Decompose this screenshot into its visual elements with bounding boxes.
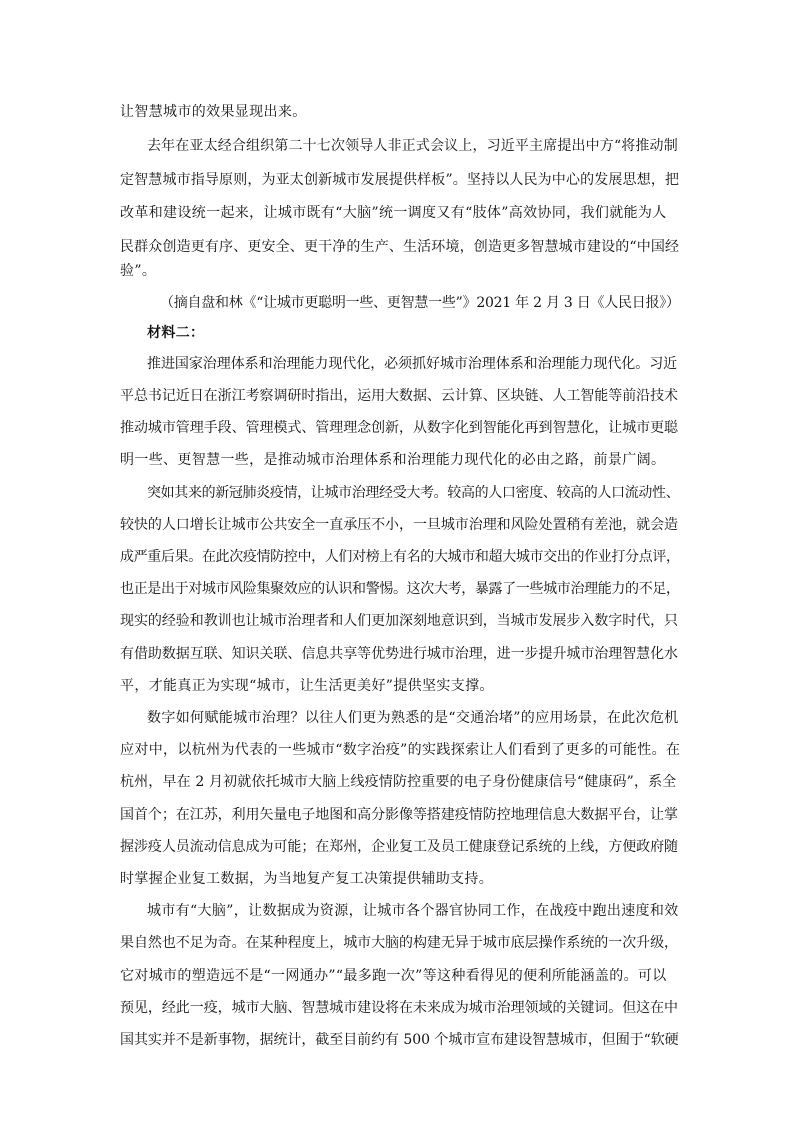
body-line: 数字如何赋能城市治理？以往人们更为熟悉的是“交通治堵”的应用场景，在此次危机 [147, 710, 679, 726]
body-line: 它对城市的塑造远不是“一网通办”“最多跑一次”等这种看得见的便利所能涵盖的。可以 [120, 968, 667, 984]
body-line: 平总书记近日在浙江考察调研时指出，运用大数据、云计算、区块链、人工智能等前沿技术 [120, 388, 678, 404]
body-line: 时掌握企业复工数据，为当地复产复工决策提供辅助支持。 [120, 871, 494, 887]
body-line: 明一些、更智慧一些，是推动城市治理体系和治理能力现代化的必由之路，前景广阔。 [120, 452, 666, 468]
body-line: 突如其来的新冠肺炎疫情，让城市治理经受大考。较高的人口密度、较高的人口流动性、 [147, 485, 680, 501]
body-line: 预见，经此一疫，城市大脑、智慧城市建设将在未来成为城市治理领域的关键词。但这在中 [120, 1000, 678, 1016]
body-line: 民群众创造更有序、更安全、更干净的生产、生活环境，创造更多智慧城市建设的“中国经 [120, 239, 680, 255]
body-line: 平，才能真正为实现“城市，让生活更美好”提供坚实支撑。 [120, 678, 494, 694]
body-line: 较快的人口增长让城市公共安全一直承压不小，一旦城市治理和风险处置稍有差池，就会造 [120, 517, 678, 533]
body-line: 推进国家治理体系和治理能力现代化，必须抓好城市治理体系和治理能力现代化。习近 [147, 356, 678, 372]
body-line: 现实的经验和教训也让城市治理者和人们更加深刻地意识到，当城市发展步入数字时代，只 [120, 613, 678, 629]
body-line: 推动城市管理手段、管理模式、管理理念创新，从数字化到智能化再到智慧化，让城市更聪 [120, 420, 678, 436]
body-line: 国首个；在江苏，利用矢量电子地图和高分影像等搭建疫情防控地理信息大数据平台，让掌 [120, 807, 678, 823]
body-line: 城市有“大脑”，让数据成为资源，让城市各个器官协同工作，在战疫中跑出速度和效 [147, 903, 679, 919]
body-line: 验”。 [120, 263, 157, 279]
section-heading: 材料二： [147, 325, 205, 341]
body-line: 改革和建设统一起来，让城市既有“大脑”统一调度又有“肢体”高效协同，我们就能为人 [120, 205, 667, 221]
body-line: 成严重后果。在此次疫情防控中，人们对榜上有名的大城市和超大城市交出的作业打分点评， [120, 549, 680, 565]
body-line: 果自然也不足为奇。在某种程度上，城市大脑的构建无异于城市底层操作系统的一次升级， [120, 935, 678, 951]
body-line: 杭州，早在 2 月初就依托城市大脑上线疫情防控重要的电子身份健康信号“健康码”，系全 [120, 774, 677, 790]
body-line: 也正是出于对城市风险集聚效应的认识和警惕。这次大考，暴露了一些城市治理能力的不足， [120, 581, 680, 597]
body-line: 去年在亚太经合组织第二十七次领导人非正式会议上，习近平主席提出中方“将推动制 [147, 138, 678, 154]
body-line: 让智慧城市的效果显现出来。 [120, 104, 307, 120]
body-line: 国其实并不是新事物，据统计，截至目前约有 500 个城市宣布建设智慧城市，但囿于“软硬 [120, 1032, 679, 1048]
body-line: 握涉疫人员流动信息成为可能；在郑州，企业复工及员工健康登记系统的上线，方便政府随 [120, 839, 678, 855]
body-line: 定智慧城市指导原则，为亚太创新城市发展提供样板”。坚持以人民为中心的发展思想，把 [120, 172, 680, 188]
body-line: 有借助数据互联、知识关联、信息共享等优势进行城市治理，进一步提升城市治理智慧化水 [120, 646, 678, 662]
source-citation: （摘自盘和林《“让城市更聪明一些、更智慧一些”》2021 年 2 月 3 日《人民日报》） [160, 295, 680, 311]
body-line: 应对中，以杭州为代表的一些城市“数字治疫”的实践探索让人们看到了更多的可能性。在 [120, 742, 681, 758]
